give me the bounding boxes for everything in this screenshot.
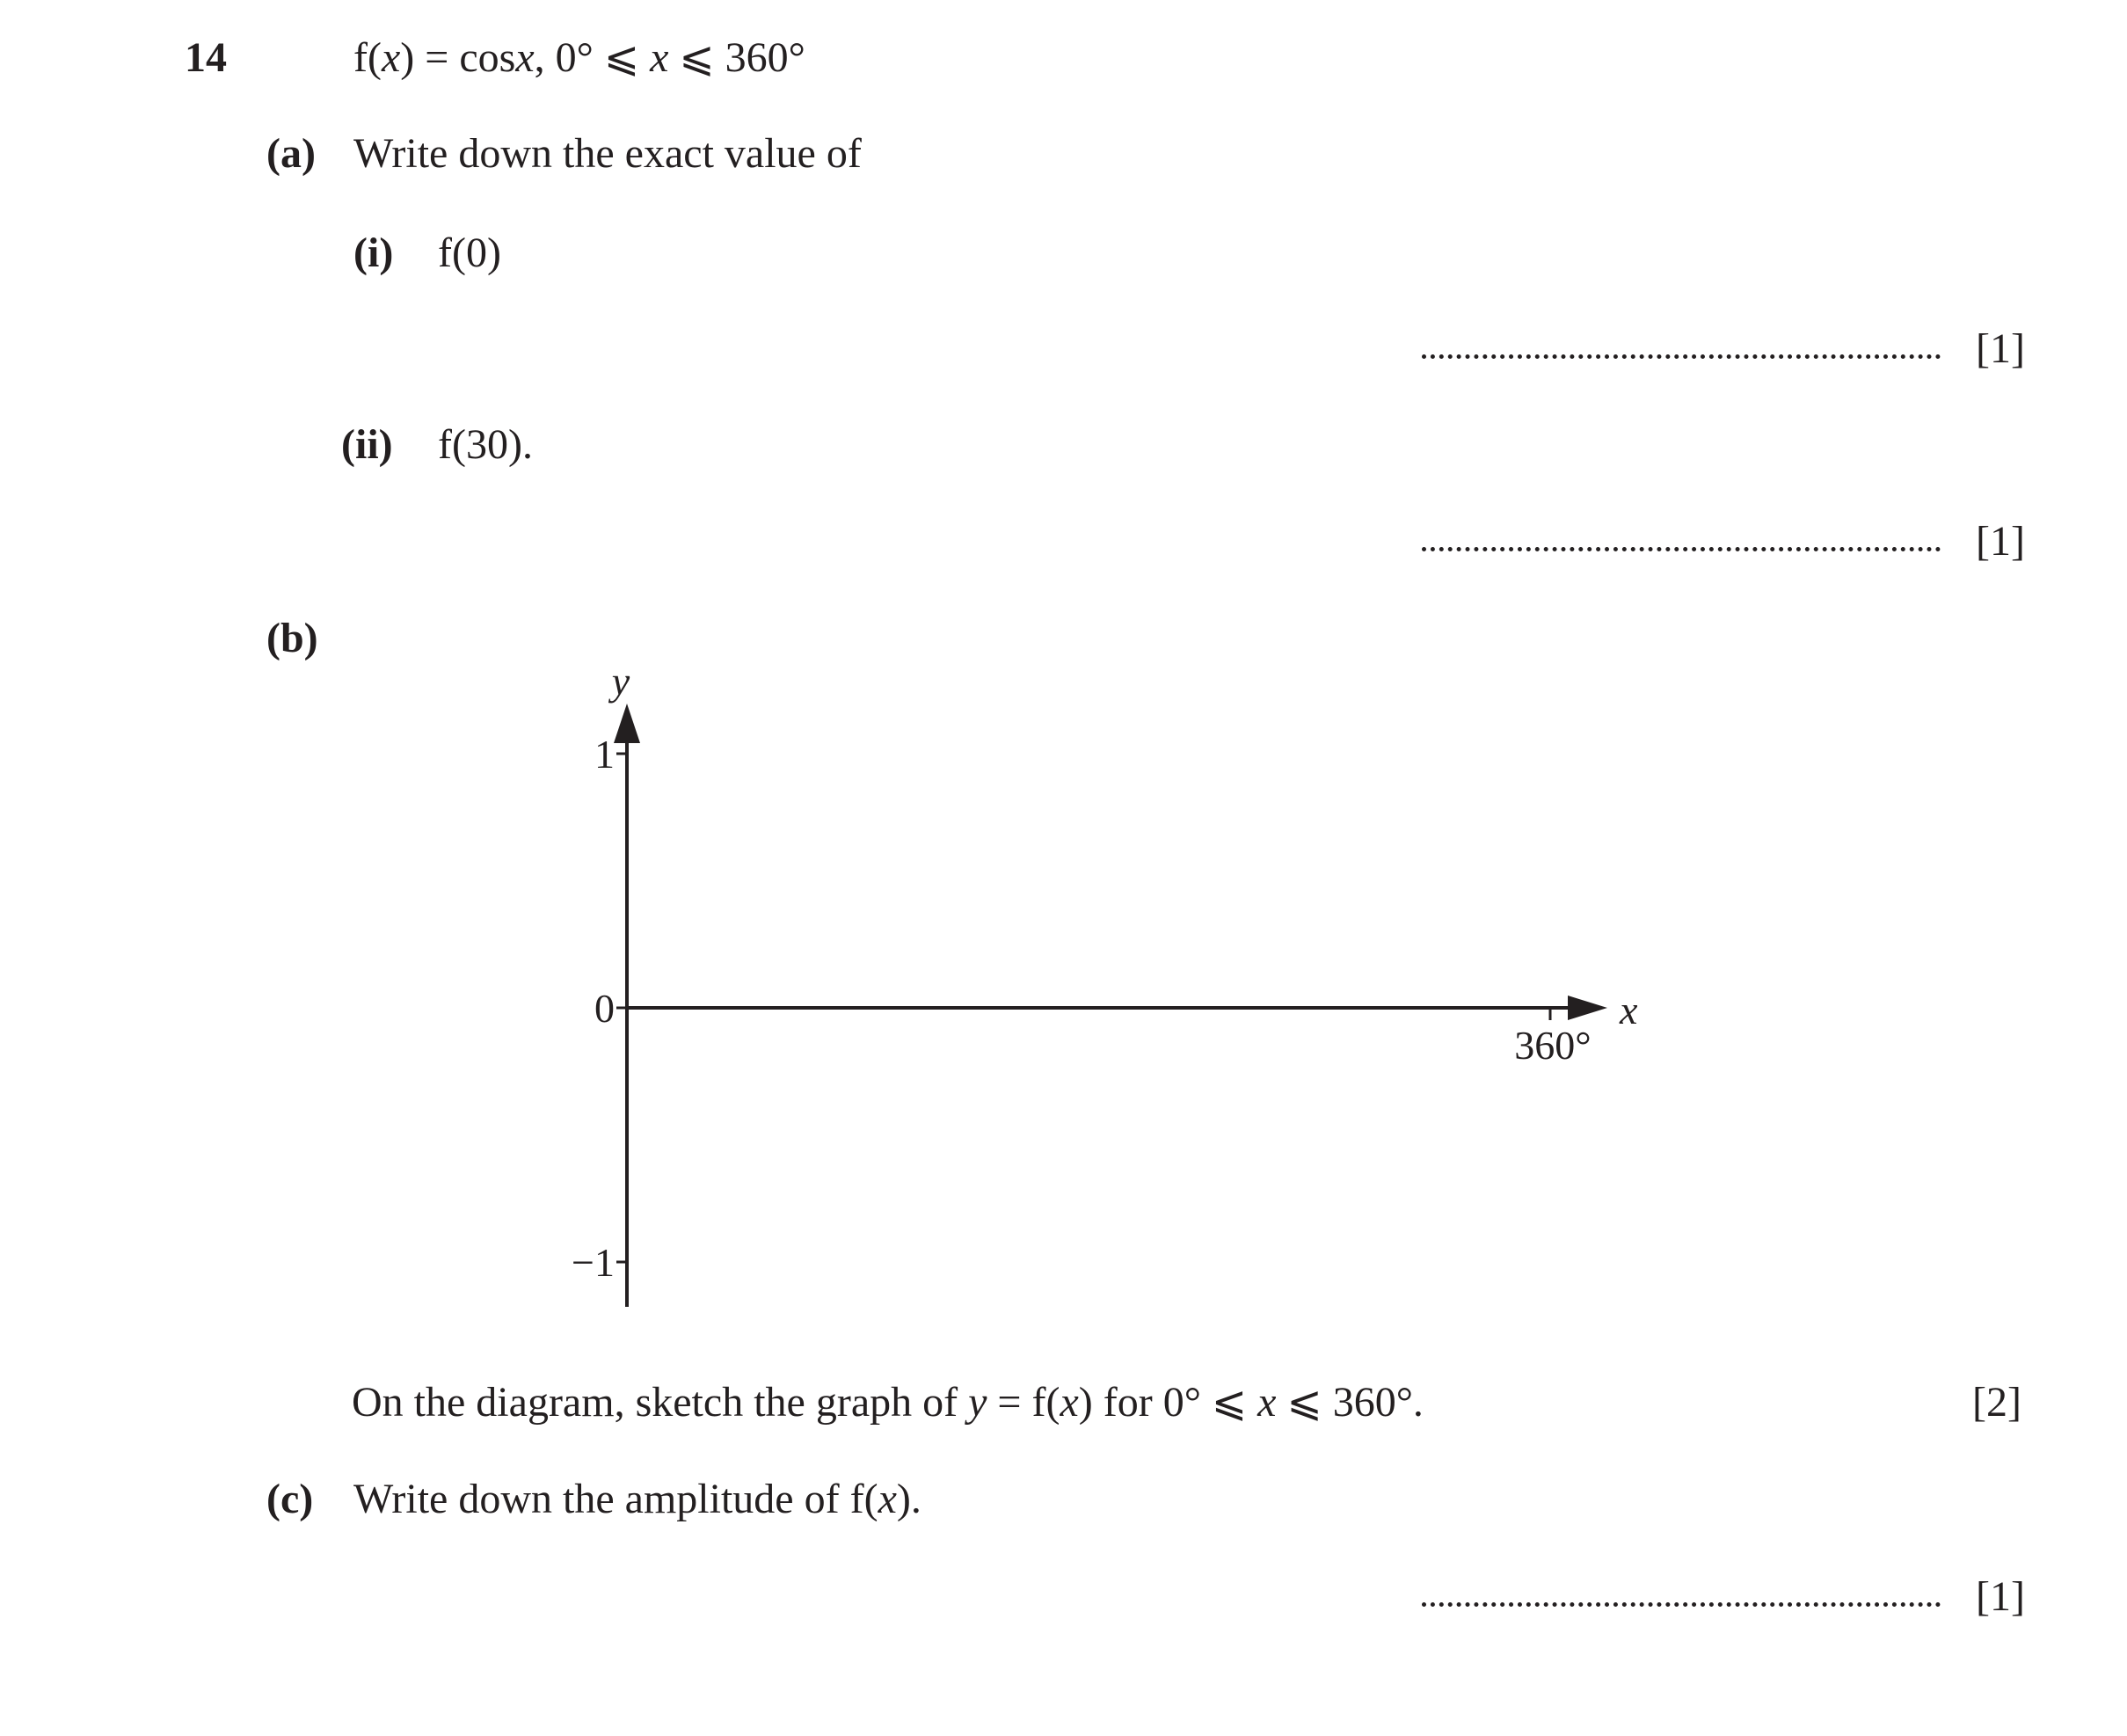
part-c-text: Write down the amplitude of f(x).: [353, 1476, 921, 1522]
y-axis-arrow: [614, 704, 640, 743]
question-number: 14: [185, 34, 227, 81]
y-tick-label: −1: [572, 1240, 615, 1285]
part-a-ii-expression: f(30).: [438, 421, 533, 468]
marks-a-ii: [1]: [1976, 518, 2025, 565]
part-a-text: Write down the exact value of: [353, 130, 862, 177]
marks-c: [1]: [1976, 1573, 2025, 1620]
part-b-label: (b): [266, 615, 318, 661]
part-a-i-label: (i): [353, 230, 394, 276]
y-tick-label: 0: [594, 986, 615, 1031]
x-axis-arrow: [1568, 996, 1607, 1020]
part-a-label: (a): [266, 130, 316, 177]
marks-b: [2]: [1972, 1379, 2021, 1426]
y-axis-label: y: [611, 659, 630, 704]
x-tick-label: 360°: [1514, 1023, 1592, 1068]
marks-a-i: [1]: [1976, 325, 2025, 372]
part-a-i-expression: f(0): [438, 230, 501, 276]
function-definition: f(x) = cosx, 0° ⩽ x ⩽ 360°: [353, 34, 805, 81]
part-a-ii-label: (ii): [341, 421, 393, 468]
axes-group: [572, 659, 1638, 1307]
y-tick-label: 1: [594, 732, 615, 777]
answer-line-c[interactable]: [1422, 1573, 2025, 1620]
part-c-label: (c): [266, 1476, 314, 1522]
x-axis-label: x: [1620, 988, 1638, 1032]
part-b-instruction: On the diagram, sketch the graph of y = f(x) for 0° ⩽ x ⩽ 360°.: [352, 1379, 1424, 1426]
answer-dots[interactable]: [1422, 1602, 1941, 1607]
